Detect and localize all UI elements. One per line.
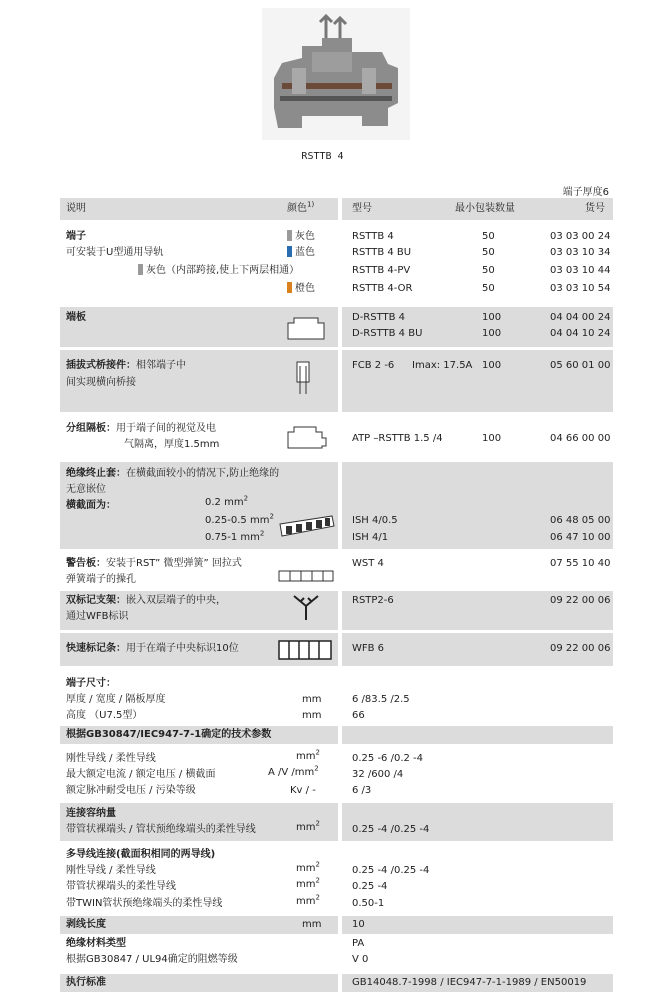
tech-label: 刚性导线 / 柔性导线 (66, 753, 156, 764)
marking-strip-icon (278, 640, 332, 660)
bridge-line2: 间实现横向桥接 (66, 377, 136, 388)
tech-value: 6 /3 (352, 785, 372, 796)
color-orange: 橙色 (287, 282, 315, 296)
endplate-band (60, 307, 613, 347)
order-no: 04 04 10 24 (550, 328, 611, 339)
bridge-title: 插拔式桥接件：相邻端子中 (66, 360, 186, 371)
multi-label: 刚性导线 / 柔性导线 (66, 865, 156, 876)
standard-value: GB14048.7-1998 / IEC947-7-1-1989 / EN50019 (352, 977, 587, 988)
model: RSTP2-6 (352, 595, 394, 606)
header-order-no: 货号 (585, 203, 605, 214)
gray-swatch (287, 230, 292, 241)
blue-swatch (287, 246, 292, 257)
order-no: 03 03 10 54 (550, 283, 611, 294)
order-no: 09 22 00 06 (550, 595, 611, 606)
qty: 50 (482, 283, 495, 294)
dims-value: 6 /83.5 /2.5 (352, 694, 410, 705)
multi-value: 0.50-1 (352, 898, 385, 909)
dims-value: 66 (352, 710, 365, 721)
order-no: 07 55 10 40 (550, 558, 611, 569)
dims-unit: mm (302, 694, 322, 705)
terminal-thickness-label: 端子厚度6 (562, 187, 609, 198)
multi-unit: $mm^2$ (296, 860, 320, 874)
endplate-icon (286, 315, 326, 341)
order-no: 04 66 00 00 (550, 433, 611, 444)
qty: 100 (482, 328, 502, 339)
warning-line2: 弹簧端子的操孔 (66, 574, 136, 585)
capacity-label: 带管状裸端头 / 管状预绝缘端头的柔性导线 (66, 824, 256, 835)
multi-title: 多导线连接(截面积相同的两导线) (66, 849, 216, 860)
model: RSTTB 4 BU (352, 247, 412, 258)
warning-plate-icon (278, 570, 334, 582)
tech-title: 根据GB30847/IEC947-7-1确定的技术参数 (66, 729, 272, 740)
marker-title: 双标记支架：嵌入双层端子的中央， (66, 595, 226, 606)
strip-label: 剥线长度 (66, 919, 106, 930)
multi-unit: $mm^2$ (296, 893, 320, 907)
dims-label: 高度 （U7.5型） (66, 710, 143, 721)
size: 0.2 $mm^2$ (205, 494, 249, 508)
color-gray: 灰色 (287, 230, 315, 244)
order-no: 06 48 05 00 (550, 515, 611, 526)
standard-label: 执行标准 (66, 977, 106, 988)
cross-section-label: 横截面为： (66, 500, 116, 511)
dims-unit: mm (302, 710, 322, 721)
model: WFB 6 (352, 643, 385, 654)
tech-value: 32 /600 /4 (352, 769, 404, 780)
orange-swatch (287, 282, 292, 293)
header-min-pack: 最小包装数量 (455, 203, 515, 214)
capacity-unit: $mm^2$ (296, 819, 320, 833)
order-no: 06 47 10 00 (550, 532, 611, 543)
model: D-RSTTB 4 (352, 312, 406, 323)
qty: 50 (482, 247, 495, 258)
qty: 100 (482, 433, 502, 444)
material-value: PA (352, 938, 365, 949)
tech-label: 额定脉冲耐受电压 / 污染等级 (66, 785, 196, 796)
model: D-RSTTB 4 BU (352, 328, 423, 339)
product-photo (262, 8, 410, 140)
header-band (60, 198, 613, 220)
tech-unit: Kv / - (290, 785, 316, 796)
tech-value: 0.25 -6 /0.2 -4 (352, 753, 424, 764)
model: RSTTB 4 (352, 231, 394, 242)
capacity-value: 0.25 -4 /0.25 -4 (352, 824, 430, 835)
model: FCB 2 -6 (352, 360, 395, 371)
header-color: 颜色$^{1)}$ (287, 200, 315, 214)
gray-swatch (138, 264, 143, 275)
material-title: 绝缘材料类型 (66, 938, 126, 949)
product-caption: RSTTB 4 (301, 151, 344, 162)
terminal-gray-note: 灰色（内部跨接,使上下两层相通） (138, 264, 299, 278)
qty: 100 (482, 312, 502, 323)
tech-label: 最大额定电流 / 额定电压 / 横截面 (66, 769, 216, 780)
tech-unit: $mm^2$ (296, 748, 320, 762)
insulation-line2: 无意嵌位 (66, 484, 106, 495)
quickmark-title: 快速标记条：用于在端子中央标识10位 (66, 643, 239, 654)
strip-value: 10 (352, 919, 365, 930)
size: 0.75-1 $mm^2$ (205, 529, 265, 543)
marker-line2: 通过WFB标识 (66, 611, 129, 622)
strip-band (60, 916, 613, 934)
multi-value: 0.25 -4 (352, 881, 388, 892)
order-no: 03 03 10 44 (550, 265, 611, 276)
order-no: 05 60 01 00 (550, 360, 611, 371)
model: ATP –RSTTB 1.5 /4 (352, 433, 443, 444)
partition-icon (286, 424, 328, 450)
terminal-title: 端子 (66, 231, 86, 242)
order-no: 03 03 10 34 (550, 247, 611, 258)
imax: Imax: 17.5A (412, 360, 473, 371)
dims-title: 端子尺寸： (66, 678, 116, 689)
terminal-subtitle: 可安装于U型通用导轨 (66, 247, 164, 258)
model: RSTTB 4-PV (352, 265, 411, 276)
flammability-label: 根据GB30847 / UL94确定的阻燃等级 (66, 954, 238, 965)
dims-label: 厚度 / 宽度 / 隔板厚度 (66, 694, 166, 705)
model: ISH 4/1 (352, 532, 389, 543)
header-model: 型号 (352, 203, 372, 214)
marker-carrier-icon (290, 592, 324, 622)
bridge-icon (294, 360, 312, 396)
multi-label: 带TWIN管状预绝缘端头的柔性导线 (66, 898, 223, 909)
qty: 50 (482, 265, 495, 276)
order-no: 04 04 00 24 (550, 312, 611, 323)
insulation-stop-icon (278, 512, 336, 540)
order-no: 09 22 00 06 (550, 643, 611, 654)
endplate-title: 端板 (66, 312, 86, 323)
header-description: 说明 (66, 203, 86, 214)
qty: 100 (482, 360, 502, 371)
model: RSTTB 4-OR (352, 283, 413, 294)
multi-value: 0.25 -4 /0.25 -4 (352, 865, 430, 876)
color-blue: 蓝色 (287, 246, 315, 260)
strip-unit: mm (302, 919, 322, 930)
partition-line2: 气隔离，厚度1.5mm (124, 439, 220, 450)
flammability-value: V 0 (352, 954, 369, 965)
model: WST 4 (352, 558, 384, 569)
size: 0.25-0.5 $mm^2$ (205, 512, 274, 526)
tech-unit: A /V $/mm^2$ (268, 764, 319, 778)
warning-title: 警告板：安装于RST” 微型弹簧” 回拉式 (66, 558, 242, 569)
qty: 50 (482, 231, 495, 242)
multi-unit: $mm^2$ (296, 876, 320, 890)
insulation-title: 绝缘终止套：在横截面较小的情况下,防止绝缘的 (66, 468, 280, 479)
model: ISH 4/0.5 (352, 515, 398, 526)
order-no: 03 03 00 24 (550, 231, 611, 242)
capacity-title: 连接容纳量 (66, 808, 116, 819)
multi-label: 带管状裸端头的柔性导线 (66, 881, 176, 892)
partition-title: 分组隔板：用于端子间的视觉及电 (66, 423, 216, 434)
